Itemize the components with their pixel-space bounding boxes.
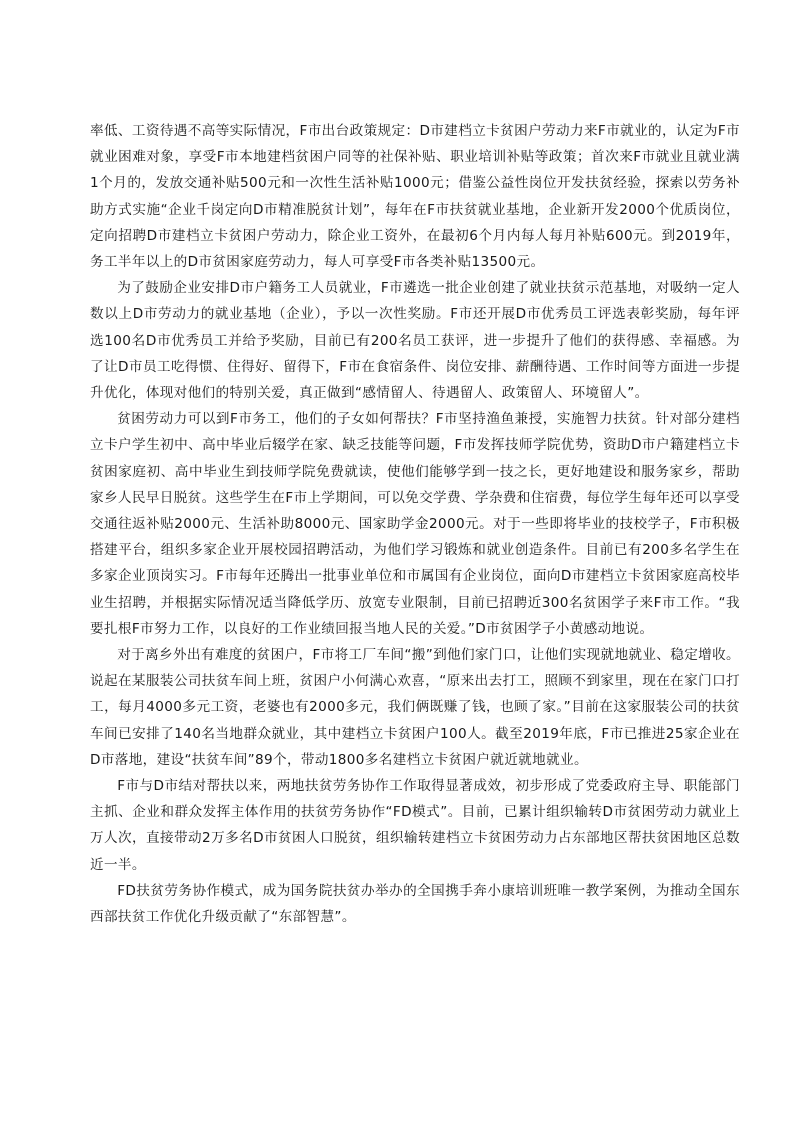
paragraph-3: 贫困劳动力可以到F市务工，他们的子女如何帮扶？F市坚持渔鱼兼授，实施智力扶贫。针对部分建档立卡户学生初中、高中毕业后辍学在家、缺乏技能等问题，F市发挥技师学院优势，资助D市户籍建档立卡贫困家庭初、高中毕业生到技师学院免费就读，使他们能够学到一技之长，更好地建设和服务家乡，帮助家乡人民早日脱贫。这些学生在F市上学期间，可以免交学费、学杂费和住宿费，每位学生每年还可以享受交通往返补贴2000元、生活补助8000元、国家助学金2000元。对于一些即将毕业的技校学子，F市积极搭建平台，组织多家企业开展校园招聘活动，为他们学习锻炼和就业创造条件。目前已有200多名学生在多家企业顶岗实习。F市每年还腾出一批事业单位和市属国有企业岗位，面向D市建档立卡贫困家庭高校毕业生招聘，并根据实际情况适当降低学历、放宽专业限制，目前已招聘近300名贫困学子来F市工作。“我要扎根F市努力工作，以良好的工作业绩回报当地人民的关爱。”D市贫困学子小黄感动地说。 (90, 411, 740, 637)
paragraph-5: F市与D市结对帮扶以来，两地扶贫劳务协作工作取得显著成效，初步形成了党委政府主导、职能部门主抓、企业和群众发挥主体作用的扶贫劳务协作“FD模式”。目前，已累计组织输转D市贫困劳动力就业上万人次，直接带动2万多名D市贫困人口脱贫，组织输转建档立卡贫困劳动力占东部地区帮扶贫困地区总数近一半。 (90, 778, 740, 873)
paragraph-4: 对于离乡外出有难度的贫困户，F市将工厂车间“搬”到他们家门口，让他们实现就地就业、稳定增收。说起在某服装公司扶贫车间上班，贫困户小何满心欢喜，“原来出去打工，照顾不到家里，现在在家门口打工，每月4000多元工资，老婆也有2000多元，我们俩既赚了钱，也顾了家。”目前在这家服装公司的扶贫车间已安排了140名当地群众就业，其中建档立卡贫困户100人。截至2019年底，F市已推进25家企业在D市落地，建设“扶贫车间”89个，带动1800多名建档立卡贫困户就近就地就业。 (90, 647, 740, 768)
paragraph-1: 率低、工资待遇不高等实际情况，F市出台政策规定：D市建档立卡贫困户劳动力来F市就业的，认定为F市就业困难对象，享受F市本地建档贫困户同等的社保补贴、职业培训补贴等政策；首次来F市就业且就业满1个月的，发放交通补贴500元和一次性生活补贴1000元；借鉴公益性岗位开发扶贫经验，探索以劳务补助方式实施“企业千岗定向D市精准脱贫计划”，每年在F市扶贫就业基地，企业新开发2000个优质岗位，定向招聘D市建档立卡贫困户劳动力，除企业工资外，在最初6个月内每人每月补贴600元。到2019年，务工半年以上的D市贫困家庭劳动力，每人可享受F市各类补贴13500元。 (90, 123, 740, 271)
paragraph-2: 为了鼓励企业安排D市户籍务工人员就业，F市遴选一批企业创建了就业扶贫示范基地，对吸纳一定人数以上D市劳动力的就业基地（企业），予以一次性奖励。F市还开展D市优秀员工评选表彰奖励，每年评选100名D市优秀员工并给予奖励，目前已有200名员工获评，进一步提升了他们的获得感、幸福感。为了让D市员工吃得惯、住得好、留得下，F市在食宿条件、岗位安排、薪酬待遇、工作时间等方面进一步提升优化，体现对他们的特别关爱，真正做到“感情留人、待遇留人、政策留人、环境留人”。 (90, 280, 740, 402)
paragraph-6: FD扶贫劳务协作模式，成为国务院扶贫办举办的全国携手奔小康培训班唯一教学案例，为推动全国东西部扶贫工作优化升级贡献了“东部智慧”。 (90, 882, 740, 926)
